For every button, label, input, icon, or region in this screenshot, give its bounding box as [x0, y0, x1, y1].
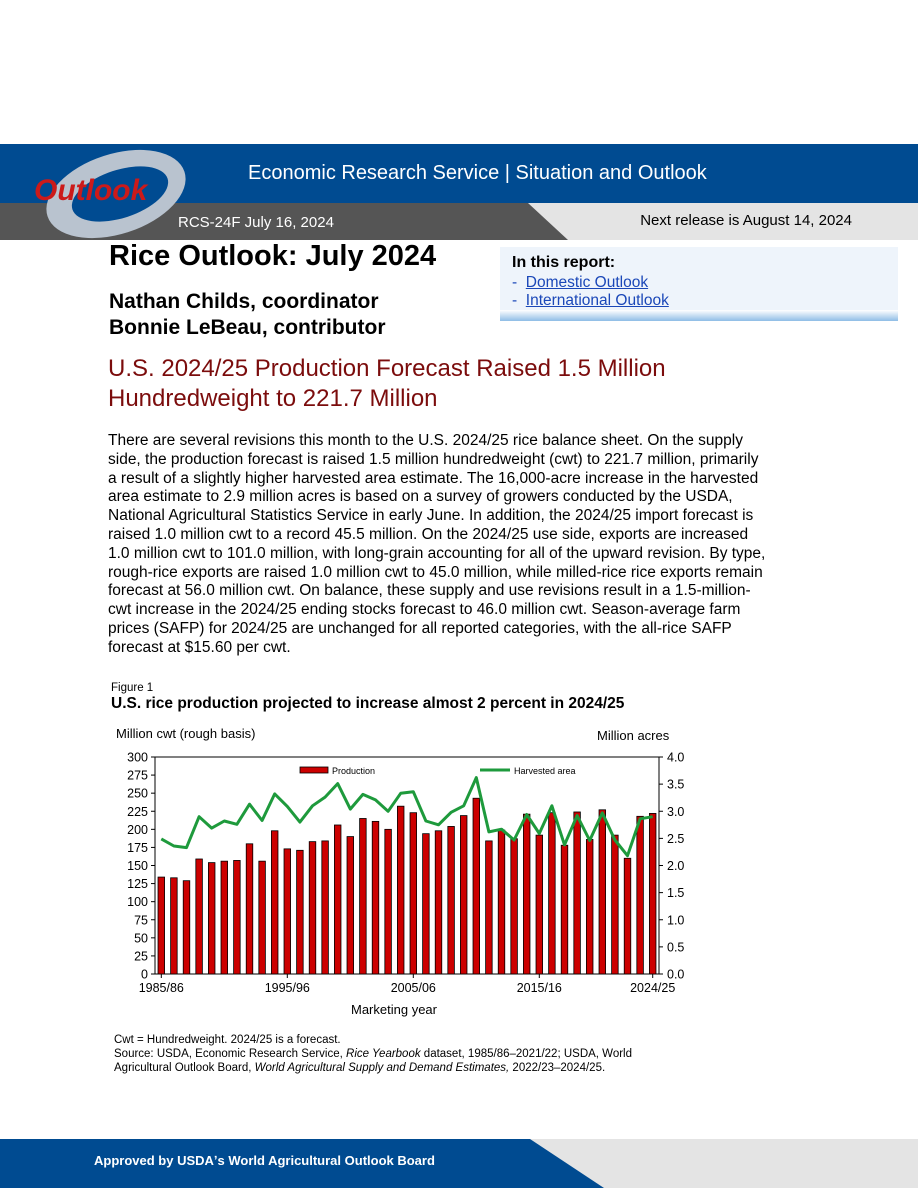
y-tick-label: 175: [127, 840, 148, 855]
production-bar: [246, 844, 253, 974]
body-line: raised 1.0 million cwt to a record 45.5 million. On the 2024/25 use side, exports are increased: [108, 525, 749, 543]
production-bar: [271, 831, 278, 974]
production-bar: [486, 841, 493, 974]
y2-tick-label: 2.5: [667, 831, 685, 846]
figure-title: U.S. rice production projected to increase almost 2 percent in 2024/25: [111, 695, 625, 712]
production-bar: [284, 849, 291, 974]
figure-label: Figure 1: [111, 682, 154, 694]
figure-footnote: [114, 1033, 674, 1076]
footnote-text: Source: USDA, Economic Research Service,: [114, 1048, 347, 1061]
production-bar: [397, 806, 404, 974]
body-line: area estimate to 2.9 million acres is based on a survey of growers conducted by the USDA,: [108, 488, 733, 506]
production-bar: [612, 835, 619, 974]
y-tick-label: 250: [127, 786, 148, 801]
y2-tick-label: 0.5: [667, 940, 685, 955]
y2-axis-label: Million acres: [597, 728, 670, 743]
production-bar: [221, 861, 228, 974]
production-bar: [259, 861, 266, 974]
production-bar: [561, 845, 568, 974]
production-bar: [599, 810, 606, 974]
y-tick-label: 50: [134, 931, 148, 946]
x-tick-label: 1985/86: [138, 981, 184, 995]
footnote-line: Cwt = Hundredweight. 2024/25 is a forecast.: [114, 1034, 341, 1046]
y-tick-label: 300: [127, 750, 148, 765]
report-id: RCS-24F July 16, 2024: [178, 214, 334, 231]
body-line: cwt increase in the 2024/25 ending stocks forecast to 46.0 million cwt. Season-average farm: [108, 601, 741, 619]
production-bar: [423, 834, 430, 974]
y-axis-label: Million cwt (rough basis): [116, 726, 256, 741]
production-bar: [523, 814, 530, 974]
production-bar: [234, 860, 241, 974]
footnote-text: Agricultural Outlook Board,: [114, 1062, 255, 1075]
headline: [108, 354, 808, 414]
production-bar: [183, 881, 190, 974]
body-line: rough-rice exports are raised 1.0 million cwt to 45.0 million, while milled-rice rice exports remain: [108, 563, 763, 581]
outlook-logo: [28, 148, 188, 240]
y-tick-label: 225: [127, 804, 148, 819]
production-bar: [158, 877, 165, 974]
body-line: There are several revisions this month to the U.S. 2024/25 rice balance sheet. On the supply: [108, 432, 743, 449]
legend-production-swatch: [300, 767, 328, 773]
footnote-italic: Rice Yearbook: [346, 1048, 421, 1061]
body-line: National Agricultural Statistics Service in early June. In addition, the 2024/25 import forecast is: [108, 507, 754, 525]
y-tick-label: 25: [134, 949, 148, 964]
production-bar: [511, 839, 518, 974]
footnote-line: [114, 1061, 674, 1075]
report-contents-heading: In this report:: [512, 254, 616, 271]
list-dash: -: [512, 292, 526, 309]
production-bar: [574, 812, 581, 974]
y-tick-label: 200: [127, 822, 148, 837]
production-bar: [435, 831, 442, 974]
production-bar: [372, 821, 379, 974]
production-bar: [448, 826, 455, 974]
production-bar: [196, 859, 203, 974]
page-title: Rice Outlook: July 2024: [109, 240, 437, 272]
body-line: side, the production forecast is raised 1.5 million hundredweight (cwt) to 221.7 million, primarily: [108, 450, 759, 468]
x-tick-label: 1995/96: [264, 981, 310, 995]
report-link-item: [512, 274, 648, 292]
y-tick-label: 0: [141, 967, 148, 982]
headline-line: Hundredweight to 221.7 Million: [108, 385, 438, 412]
coordinator-name: Nathan Childs, coordinator: [109, 290, 379, 313]
footer-approval: Approved by USDAʼs World Agricultural Outlook Board: [94, 1153, 435, 1168]
y-tick-label: 75: [134, 913, 148, 928]
footnote-italic: World Agricultural Supply and Demand Estimates,: [254, 1062, 510, 1075]
body-line: forecast at $15.60 per cwt.: [108, 638, 291, 656]
contributor-name: Bonnie LeBeau, contributor: [109, 316, 386, 339]
production-bar: [360, 818, 367, 974]
y2-tick-label: 2.0: [667, 859, 685, 873]
footnote-text: dataset, 1985/86–2021/22; USDA, World: [420, 1048, 633, 1061]
footnote-text: 2022/23–2024/25.: [509, 1062, 606, 1075]
y-tick-label: 275: [127, 768, 148, 783]
production-bar: [347, 837, 354, 974]
x-tick-label: 2015/16: [516, 981, 562, 995]
plot-frame: [155, 757, 659, 974]
production-bar: [549, 813, 556, 974]
production-bar: [649, 813, 656, 974]
production-bar: [536, 835, 543, 974]
body-line: a result of a slightly higher harvested area estimate. The 16,000-acre increase in the harvested: [108, 469, 759, 487]
y2-tick-label: 3.5: [667, 777, 685, 792]
production-bar: [297, 850, 304, 974]
headline-line: U.S. 2024/25 Production Forecast Raised 1.5 Million: [108, 355, 666, 382]
list-dash: -: [512, 274, 526, 291]
y-tick-label: 125: [127, 877, 148, 892]
legend-production-label: Production: [332, 766, 376, 776]
report-box-bar: [500, 310, 898, 321]
production-bar: [334, 825, 341, 974]
production-bar: [637, 816, 644, 974]
next-release: Next release is August 14, 2024: [640, 212, 852, 229]
y2-tick-label: 1.0: [667, 913, 685, 928]
service-title: Economic Research Service | Situation and Outlook: [248, 162, 707, 184]
x-tick-label: 2024/25: [630, 981, 676, 995]
production-bar: [624, 858, 631, 974]
domestic-outlook-link[interactable]: Domestic Outlook: [525, 274, 649, 291]
x-axis-label: Marketing year: [351, 1002, 437, 1017]
production-bar: [171, 878, 178, 974]
international-outlook-link[interactable]: International Outlook: [525, 292, 669, 309]
y-tick-label: 150: [127, 859, 148, 873]
y2-tick-label: 4.0: [667, 750, 685, 765]
production-bar: [473, 798, 480, 974]
logo-text: Outlook: [34, 174, 148, 207]
production-bar: [498, 830, 505, 974]
y-tick-label: 100: [127, 895, 148, 910]
y2-tick-label: 1.5: [667, 886, 685, 901]
body-paragraph: [108, 432, 808, 658]
production-bar: [322, 841, 329, 974]
report-link-item: [512, 292, 669, 310]
production-bar: [460, 816, 467, 974]
production-bar: [410, 813, 417, 974]
production-bar: [586, 839, 593, 974]
body-line: 1.0 million cwt to 101.0 million, with long-grain accounting for all of the upward revision. By type,: [108, 544, 766, 562]
production-bar: [309, 842, 316, 974]
legend-area-label: Harvested area: [514, 766, 576, 776]
x-tick-label: 2005/06: [390, 981, 436, 995]
footnote-line: [114, 1047, 674, 1061]
body-line: prices (SAFP) for 2024/25 are unchanged for all reported categories, with the all-rice SAFP: [108, 619, 732, 637]
y2-tick-label: 0.0: [667, 967, 685, 982]
y2-tick-label: 3.0: [667, 804, 685, 819]
production-bar: [208, 863, 215, 974]
rice-production-chart: [0, 720, 918, 1020]
production-bar: [385, 829, 392, 974]
body-line: forecast at 56.0 million cwt. On balance, these supply and use revisions result in a 1.5-million-: [108, 582, 751, 600]
